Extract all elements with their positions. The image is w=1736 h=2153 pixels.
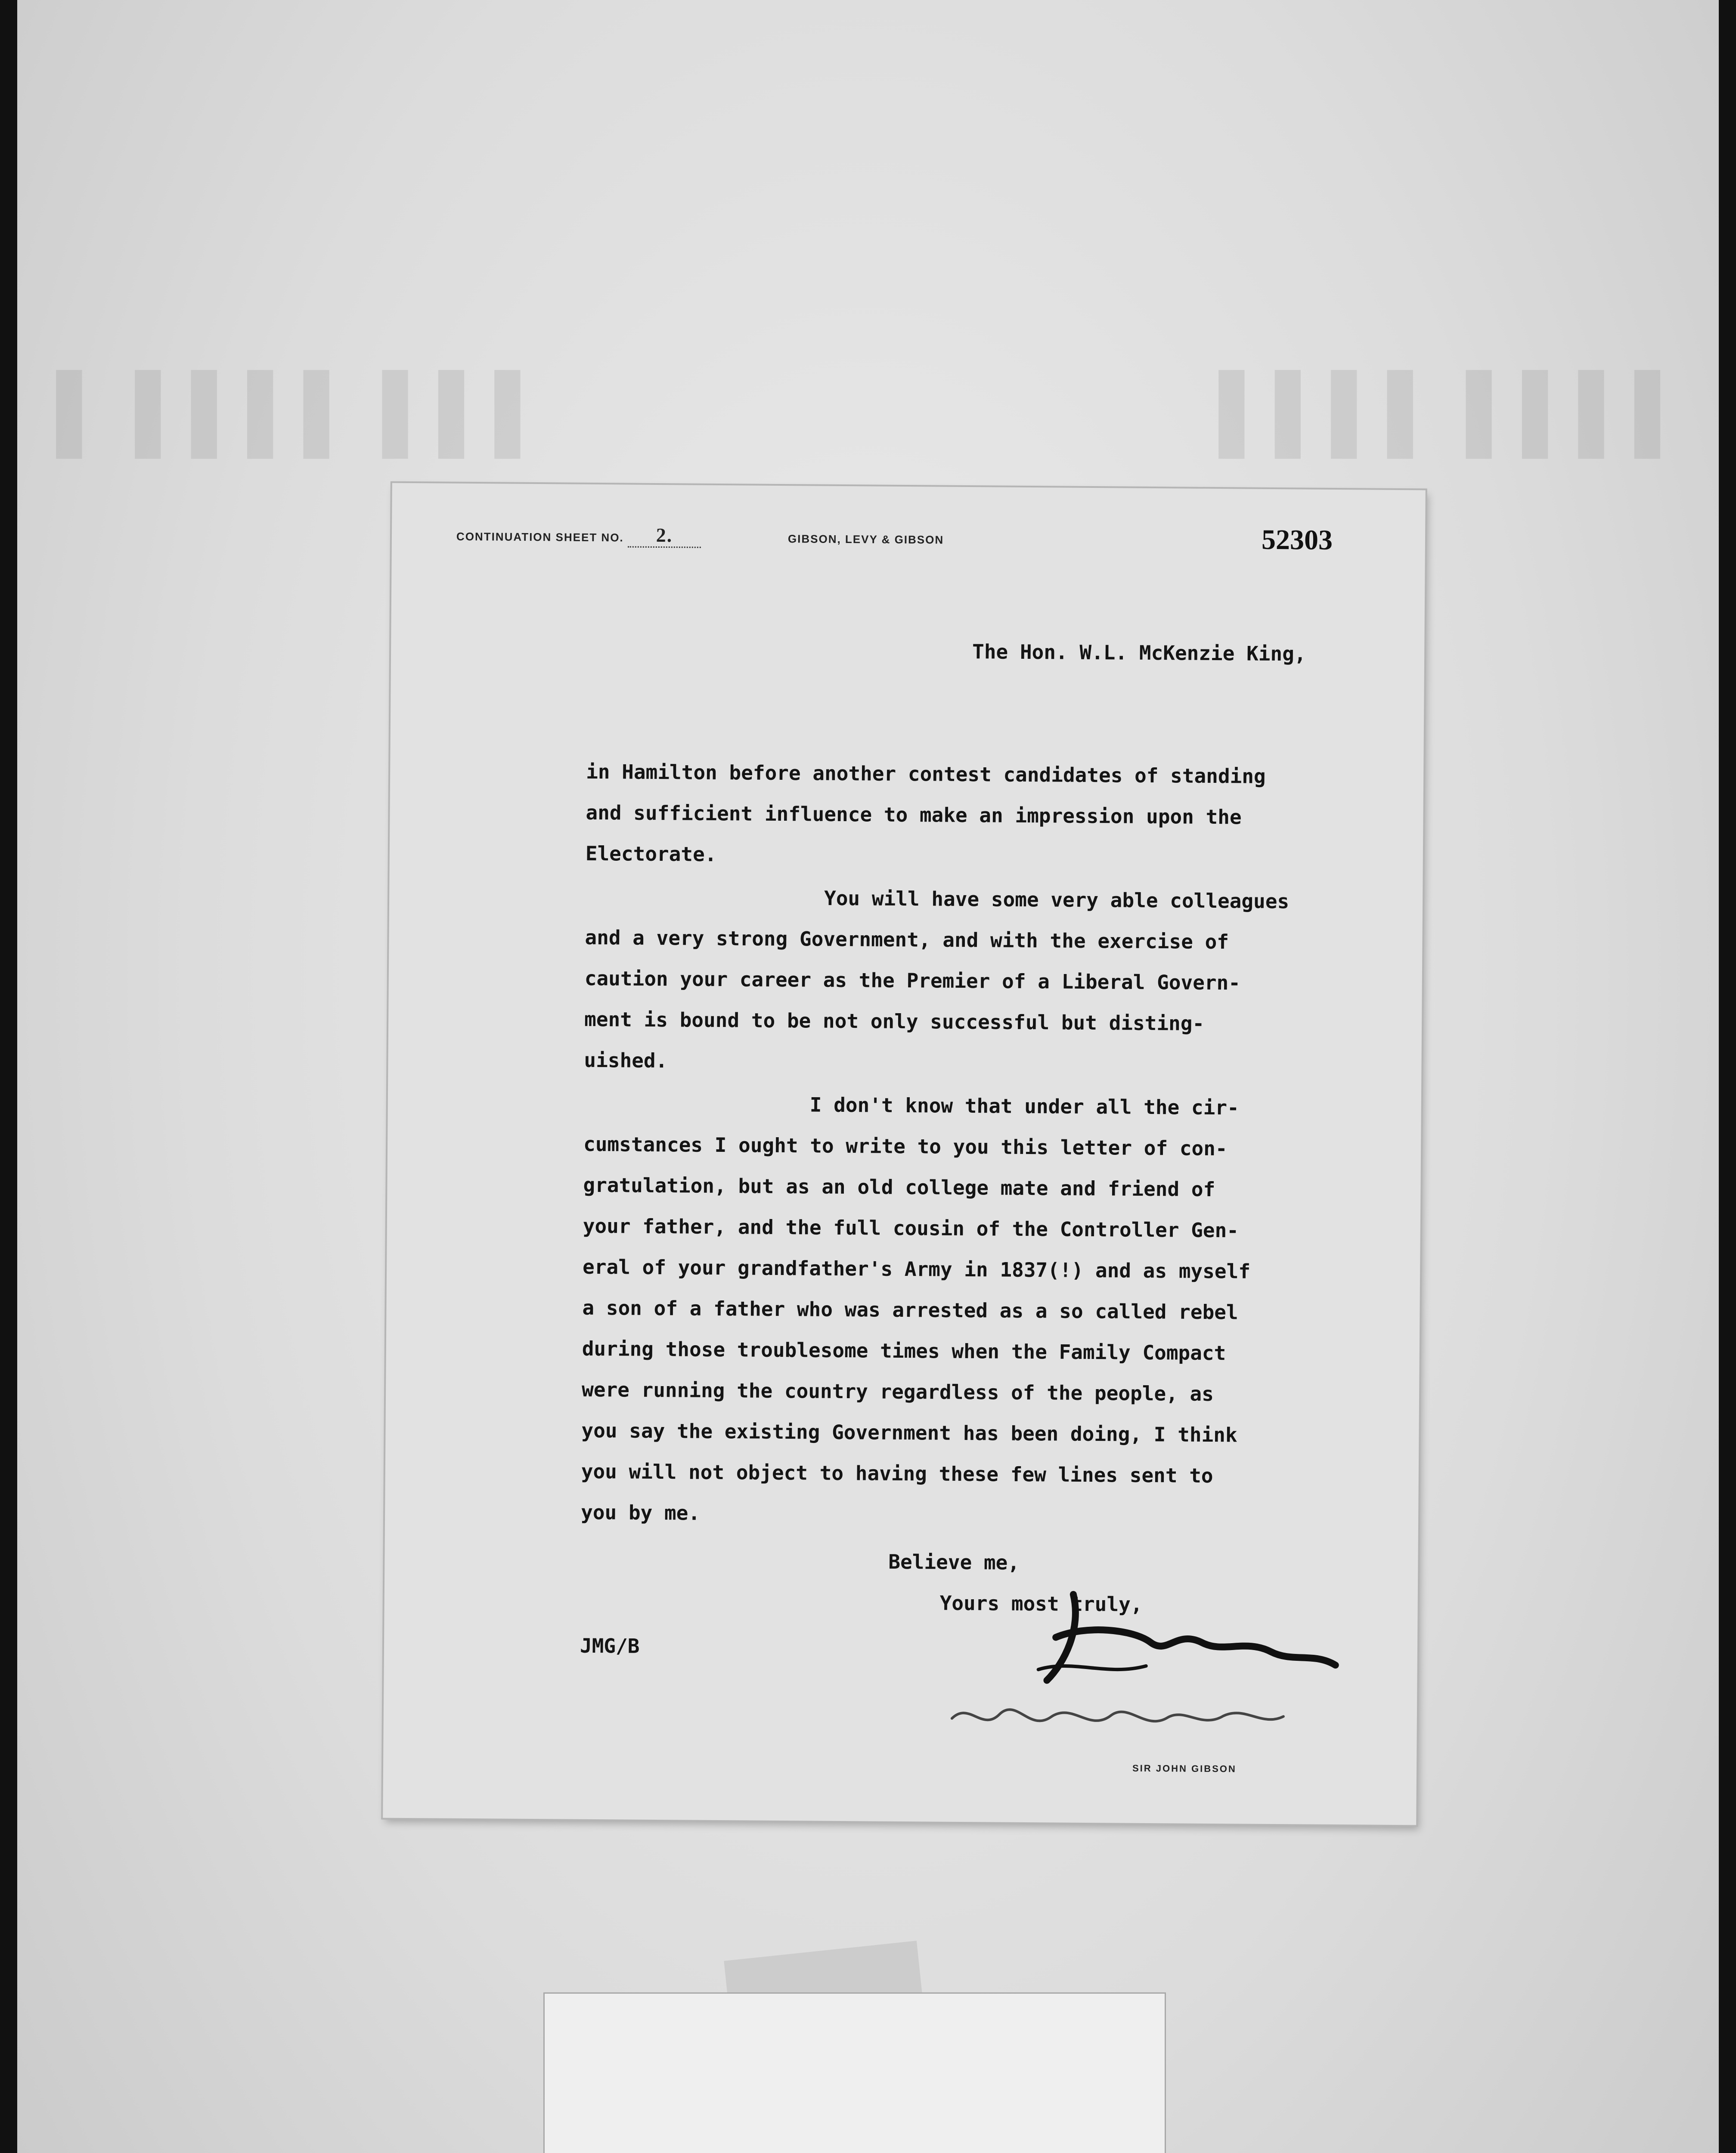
- bleed-through-ghost: ▌▌▌ ▌▌▌▌ ▌: [26, 372, 521, 453]
- continuation-label: CONTINUATION SHEET NO.: [456, 530, 624, 544]
- body-line: Electorate.: [585, 841, 717, 866]
- sheet-number: 2.: [628, 523, 701, 548]
- body-line: and a very strong Government, and with the exercise of: [585, 925, 1229, 954]
- document-number: 52303: [1261, 524, 1333, 556]
- body-line: your father, and the full cousin of the Controller Gen-: [583, 1214, 1239, 1242]
- reference-initials: JMG/B: [580, 1634, 640, 1658]
- body-line: gratulation, but as an old college mate and friend of: [583, 1173, 1215, 1201]
- body-line: during those troublesome times when the Family Compact: [582, 1337, 1226, 1365]
- body-line: You will have some very able colleagues: [824, 886, 1290, 913]
- body-line: eral of your grandfather's Army in 1837(!) and as myself: [582, 1255, 1251, 1283]
- body-line: caution your career as the Premier of a Liberal Govern-: [584, 966, 1241, 995]
- body-line: in Hamilton before another contest candidates of standing: [586, 760, 1266, 788]
- body-line: I don't know that under all the cir-: [809, 1093, 1239, 1120]
- bleed-through-ghost: ▌▌▌▌ ▌▌▌▌: [1188, 372, 1661, 453]
- film-edge-left: [0, 0, 17, 2153]
- body-line: uished.: [584, 1048, 668, 1073]
- firm-name: GIBSON, LEVY & GIBSON: [787, 532, 944, 546]
- printed-signatory: SIR JOHN GIBSON: [1132, 1762, 1237, 1775]
- letter-sheet: [383, 483, 1426, 1825]
- body-line: you say the existing Government has been doing, I think: [581, 1418, 1237, 1447]
- body-line: were running the country regardless of the people, as: [581, 1377, 1214, 1406]
- body-line: a son of a father who was arrested as a so called rebel: [582, 1296, 1238, 1324]
- closing-line: Believe me,: [888, 1550, 1020, 1574]
- handwritten-name-icon: [943, 1684, 1331, 1751]
- body-line: you will not object to having these few lines sent to: [581, 1459, 1213, 1488]
- film-edge-right: [1719, 0, 1736, 2153]
- continuation-sheet-label: [456, 522, 701, 548]
- addressee: The Hon. W.L. McKenzie King,: [972, 640, 1306, 666]
- body-line: ment is bound to be not only successful but disting-: [584, 1007, 1205, 1035]
- closing-line: Yours most truly,: [939, 1591, 1143, 1616]
- body-line: you by me.: [580, 1500, 701, 1525]
- archive-label-card: [545, 1994, 1165, 2153]
- body-line: cumstances I ought to write to you this letter of con-: [583, 1132, 1228, 1160]
- body-line: and sufficient influence to make an impression upon the: [586, 800, 1242, 829]
